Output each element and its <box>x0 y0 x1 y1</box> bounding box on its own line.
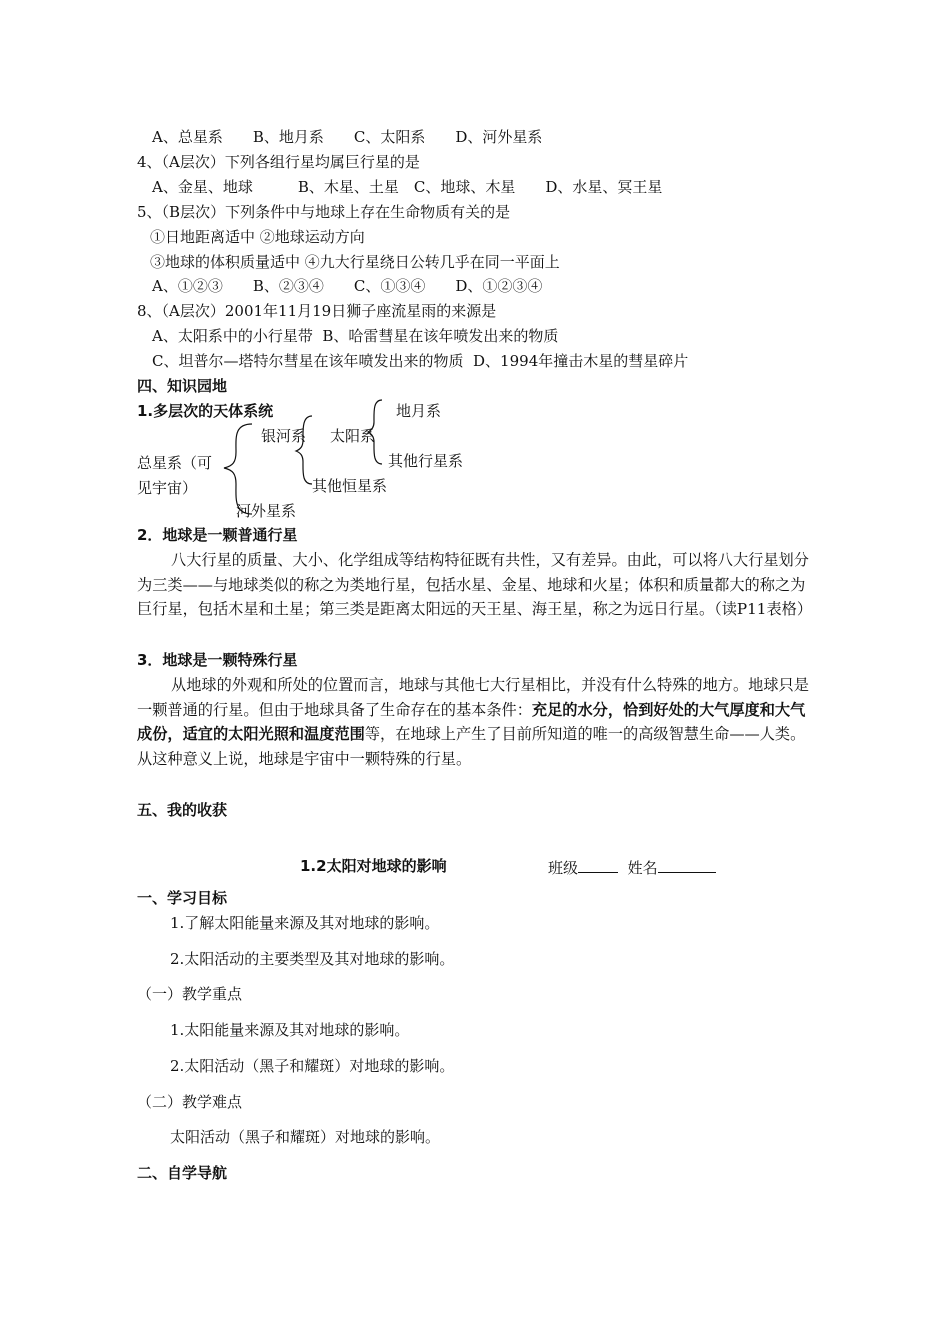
tree-milky-way: 银河系 <box>261 427 307 445</box>
goal-2: 2.太阳活动的主要类型及其对地球的影响。 <box>170 950 455 968</box>
q5-line2: ③地球的体积质量适中 ④九大行星绕日公转几乎在同一平面上 <box>150 253 560 271</box>
key-point-1: 1.太阳能量来源及其对地球的影响。 <box>170 1021 410 1039</box>
section1-title: 一、学习目标 <box>137 889 228 907</box>
tree-earth-moon: 地月系 <box>396 402 442 420</box>
q5-line1: ①日地距离适中 ②地球运动方向 <box>150 228 365 246</box>
section4-title: 四、知识园地 <box>137 377 228 395</box>
difficulty-title: （二）教学难点 <box>137 1093 243 1111</box>
section4-heading-2: 2．地球是一颗普通行星 <box>137 526 298 544</box>
key-points-title: （一）教学重点 <box>137 985 243 1003</box>
section4-paragraph-3 <box>137 673 813 771</box>
tree-extragalactic: 河外星系 <box>236 502 297 520</box>
p3-bold-conditions: 充足的水分，恰到好处的大气厚度和大气成份，适宜的太阳光照和温度范围 <box>137 700 806 744</box>
section4-heading-3: 3．地球是一颗特殊行星 <box>137 651 298 669</box>
q5-options: A、①②③ B、②③④ C、①③④ D、①②③④ <box>152 277 543 295</box>
difficulty-1: 太阳活动（黑子和耀斑）对地球的影响。 <box>170 1128 441 1146</box>
q8-options-row2 <box>152 351 688 371</box>
class-label: 班级 <box>548 859 579 877</box>
lesson-title-text: 1.2太阳对地球的影响 <box>300 857 447 875</box>
tree-universe-line2: 见宇宙） <box>137 479 198 497</box>
tree-solar-system: 太阳系 <box>330 427 376 445</box>
p3-text-a: 从地球的外观和所处的位置而言，地球与其他七大行星相比，并没有什么特殊的地方。地球只是一颗普通的行星。但由于地球具备了生命存在的基本条件： <box>137 676 809 719</box>
q8-option-a: A、太阳系中的小行星带 <box>152 327 313 345</box>
p3-text-b: 等，在地球上产生了目前所知道的唯一的高级智慧生命——人类。从这种意义上说，地球是宇宙中一颗特殊的行星。 <box>137 725 806 768</box>
class-blank[interactable] <box>578 856 618 873</box>
section4-paragraph-2: 八大行星的质量、大小、化学组成等结构特征既有共性，又有差异。由此，可以将八大行星划分为三类——与地球类似的称之为类地行星，包括水星、金星、地球和火星；体积和质量都大的称之为巨行星，包括木星和土星；第三类是距离太阳远的天王星、海王星，称之为远日行星。（读P11表格） <box>137 551 813 619</box>
section4-heading-1: 1.多层次的天体系统 <box>137 402 274 420</box>
tree-universe-line1: 总星系（可 <box>137 454 213 472</box>
celestial-system-tree <box>130 396 490 526</box>
q4-options: A、金星、地球 B、木星、土星 C、地球、木星 D、水星、冥王星 <box>152 178 663 196</box>
name-label: 姓名 <box>627 859 658 877</box>
q8-stem: 8、（A层次）2001年11月19日狮子座流星雨的来源是 <box>137 302 497 320</box>
q8-option-d: D、1994年撞击木星的彗星碎片 <box>473 352 689 370</box>
q8-option-c: C、坦普尔—塔特尔彗星在该年喷发出来的物质 <box>152 352 464 370</box>
lesson-title <box>300 856 447 876</box>
tree-other-stars: 其他恒星系 <box>312 477 388 495</box>
section5-title: 五、我的收获 <box>137 801 228 819</box>
q5-stem: 5、（B层次）下列条件中与地球上存在生命物质有关的是 <box>137 203 511 221</box>
tree-other-planets: 其他行星系 <box>388 452 464 470</box>
q8-options-row1 <box>152 326 558 346</box>
lesson-class-name <box>548 856 716 878</box>
key-point-2: 2.太阳活动（黑子和耀斑）对地球的影响。 <box>170 1057 455 1075</box>
q8-option-b: B、哈雷彗星在该年喷发出来的物质 <box>322 327 559 345</box>
name-blank[interactable] <box>658 856 716 873</box>
q4-stem: 4、（A层次）下列各组行星均属巨行星的是 <box>137 153 420 171</box>
q3-options: A、总星系 B、地月系 C、太阳系 D、河外星系 <box>152 128 543 146</box>
section2-title: 二、自学导航 <box>137 1164 228 1182</box>
goal-1: 1.了解太阳能量来源及其对地球的影响。 <box>170 914 440 932</box>
